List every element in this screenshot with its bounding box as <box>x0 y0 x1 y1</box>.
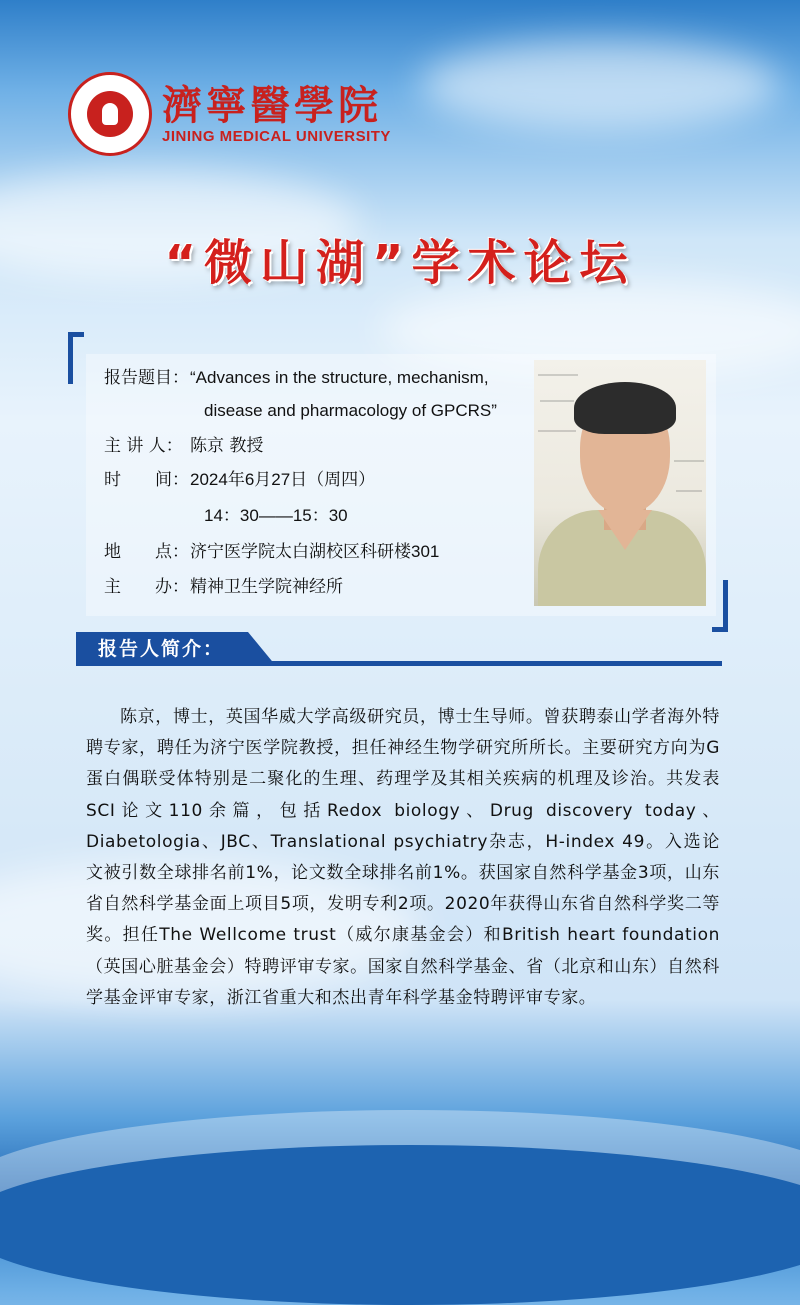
time-range-row <box>204 504 348 528</box>
host-label: 主 办： <box>104 577 189 597</box>
event-date: 2024年6月27日（周四） <box>190 470 376 489</box>
time-label: 时 间： <box>104 470 189 490</box>
section-title: 报告人简介： <box>98 638 225 660</box>
background-wave <box>0 1145 800 1305</box>
speaker-photo <box>534 360 706 606</box>
logo-name-cn: 濟寧醫學院 <box>162 81 382 129</box>
topic-line1: “Advances in the structure, mechanism, <box>190 368 489 387</box>
time-row <box>104 468 375 492</box>
bracket-bottom-right <box>712 580 728 632</box>
place-row <box>104 540 439 564</box>
topic-line2: disease and pharmacology of GPCRS” <box>204 401 497 420</box>
speaker-row <box>104 434 263 458</box>
university-seal-icon <box>68 72 152 156</box>
background-cloud <box>420 40 780 130</box>
topic-row <box>104 366 489 390</box>
place-label: 地 点： <box>104 542 189 562</box>
event-time-range: 14：30——15：30 <box>204 506 348 525</box>
event-host: 精神卫生学院神经所 <box>190 577 343 597</box>
logo-name-en: JINING MEDICAL UNIVERSITY <box>162 127 391 145</box>
university-logo <box>68 72 391 156</box>
event-place: 济宁医学院太白湖校区科研楼301 <box>190 542 440 561</box>
speaker-name: 陈京 教授 <box>190 436 264 456</box>
topic-label: 报告题目： <box>104 368 189 388</box>
host-row <box>104 575 343 599</box>
forum-title: “微山湖”学术论坛 <box>164 235 636 291</box>
topic-row-2 <box>204 399 497 423</box>
speaker-biography: 陈京，博士，英国华威大学高级研究员，博士生导师。曾获聘泰山学者海外特聘专家，聘任为济宁医学院教授，担任神经生物学研究所所长。主要研究方向为G蛋白偶联受体特别是二聚化的生理、药理学及其相关疾病的机理及诊治。共发表SCI论文110余篇，包括Redox biology、Drug discovery today、Diabetologia、JBC、Translational psychiatry杂志，H-index 49。入选论文被引数全球排名前1%，论文数全球排名前1%。获国家自然科学基金3项，山东省自然科学基金面上项目5项，发明专利2项。2020年获得山东省自然科学奖二等奖。担任The Wellcome trust（威尔康基金会）和British heart foundation（英国心脏基金会）特聘评审专家。国家自然科学基金、省（北京和山东）自然科学基金评审专家，浙江省重大和杰出青年科学基金特聘评审专家。 <box>86 707 720 1008</box>
logo-text <box>162 81 391 145</box>
bracket-top-left <box>68 332 84 384</box>
speaker-label: 主 讲 人： <box>104 436 183 456</box>
